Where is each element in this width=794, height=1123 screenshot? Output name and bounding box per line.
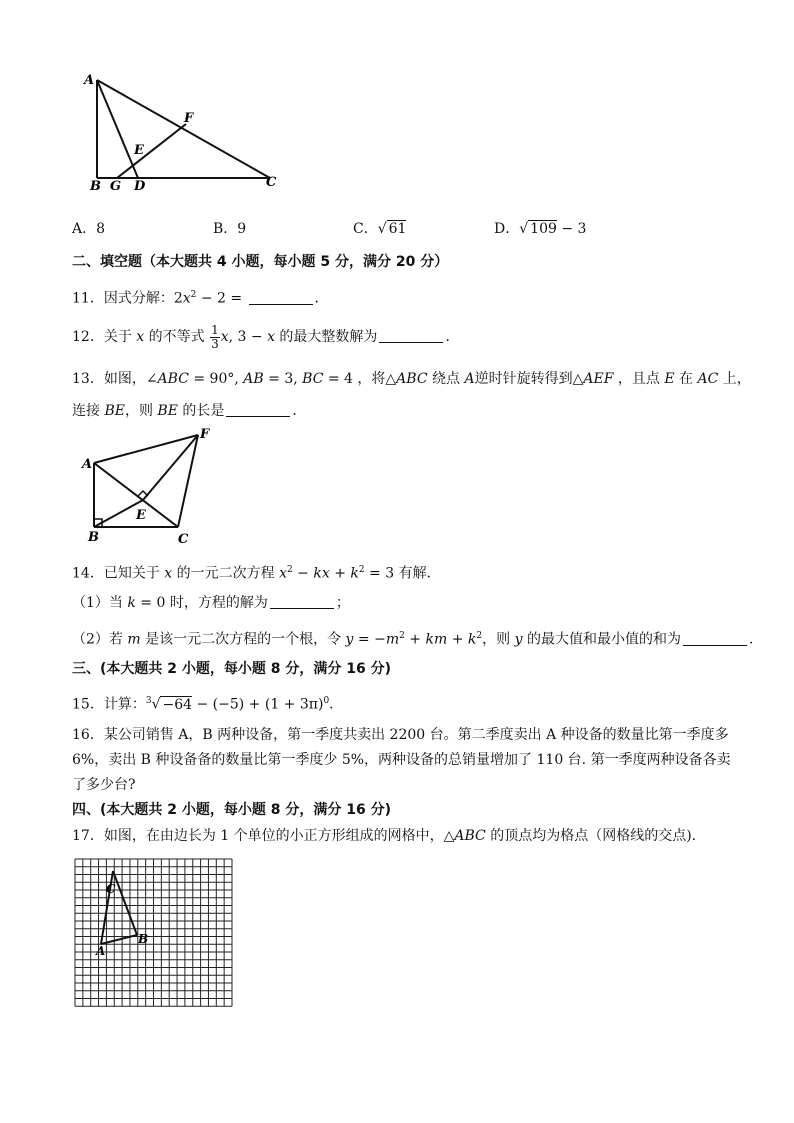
- question-14: 14．已知关于 x 的一元二次方程 $x^2$ − kx + $k^2 = 3$ 有解．: [72, 565, 441, 582]
- question-15: 15．计算：$^3√ -64 - (-5) + (1 + 3\pi)^0$．: [72, 696, 344, 713]
- fig10-label-A: A: [84, 73, 95, 88]
- section-2-heading: 二、填空题（本大题共 4 小题，每小题 5 分，满分 20 分）: [72, 254, 449, 270]
- figure-q10-triangle: [80, 70, 290, 195]
- fig10-label-B: B: [90, 179, 101, 194]
- section-3-heading: 三、(本大题共 2 小题，每小题 8 分，满分 16 分): [72, 661, 392, 677]
- answer-blank[interactable]: [683, 631, 747, 646]
- answer-blank[interactable]: [379, 328, 443, 343]
- fig13-label-B: B: [88, 530, 99, 545]
- fig10-label-E: E: [134, 143, 144, 158]
- question-16-line1: 16．某公司销售 A，B 两种设备，第一季度共卖出 2200 台。第二季度卖出 A 种设备的数量比第一季度多: [72, 727, 729, 743]
- fig13-label-A: A: [82, 457, 93, 472]
- fig13-label-C: C: [178, 532, 189, 547]
- fig10-label-G: G: [110, 179, 122, 194]
- fig17-label-B: B: [138, 932, 149, 946]
- fig17-label-C: C: [106, 882, 116, 896]
- fig10-label-F: F: [184, 111, 194, 126]
- option-d: D．√ 109 − 3: [494, 221, 587, 237]
- option-c: C．√ 61: [353, 221, 407, 237]
- fig13-label-F: F: [200, 427, 210, 442]
- fig10-label-D: D: [134, 179, 146, 194]
- question-12: 12．关于 x 的不等式 $\frac{1}{3}$ x, 3 − x 的最大整数解为 ．: [72, 322, 460, 351]
- option-b: B．9: [213, 221, 247, 237]
- question-13-line1: 13．如图，∠ABC = 90°, AB = 3, BC = 4 ，将△ABC 绕点 A逆时针旋转得到△AEF ，且点 E 在 AC 上，: [72, 371, 751, 387]
- section-4-heading: 四、(本大题共 2 小题，每小题 8 分，满分 16 分): [72, 802, 392, 818]
- answer-blank[interactable]: [249, 290, 313, 305]
- question-16-line2: 6%，卖出 B 种设备备的数量比第一季度少 5%，两种设备的总销量增加了 110 台. 第一季度两种设备各卖: [72, 752, 731, 768]
- figure-q17-grid: [74, 858, 234, 1008]
- question-13-line2: 连接 BE，则 BE 的长是 ．: [72, 403, 307, 419]
- fig10-label-C: C: [266, 175, 277, 190]
- question-14-part1: （1）当 k = 0 时，方程的解为 ；: [72, 595, 350, 611]
- question-14-part2: （2）若 m 是该一元二次方程的一个根，令 $y = -m^2$ + km + $k^2$，则 y 的最大值和最小值的和为 ．: [72, 631, 763, 648]
- fig13-label-E: E: [136, 508, 146, 523]
- question-16-line3: 了多少台?: [72, 777, 136, 793]
- figure-q13-rotation: [78, 425, 228, 547]
- fig17-label-A: A: [96, 944, 106, 958]
- answer-blank[interactable]: [270, 594, 334, 609]
- option-a: A．8: [72, 221, 106, 237]
- question-11: 11．因式分解：$2x^2 - 2$ = ．: [72, 290, 329, 307]
- question-17: 17．如图，在由边长为 1 个单位的小正方形组成的网格中，△ABC 的顶点均为格点（网格线的交点).: [72, 828, 697, 844]
- answer-blank[interactable]: [226, 402, 290, 417]
